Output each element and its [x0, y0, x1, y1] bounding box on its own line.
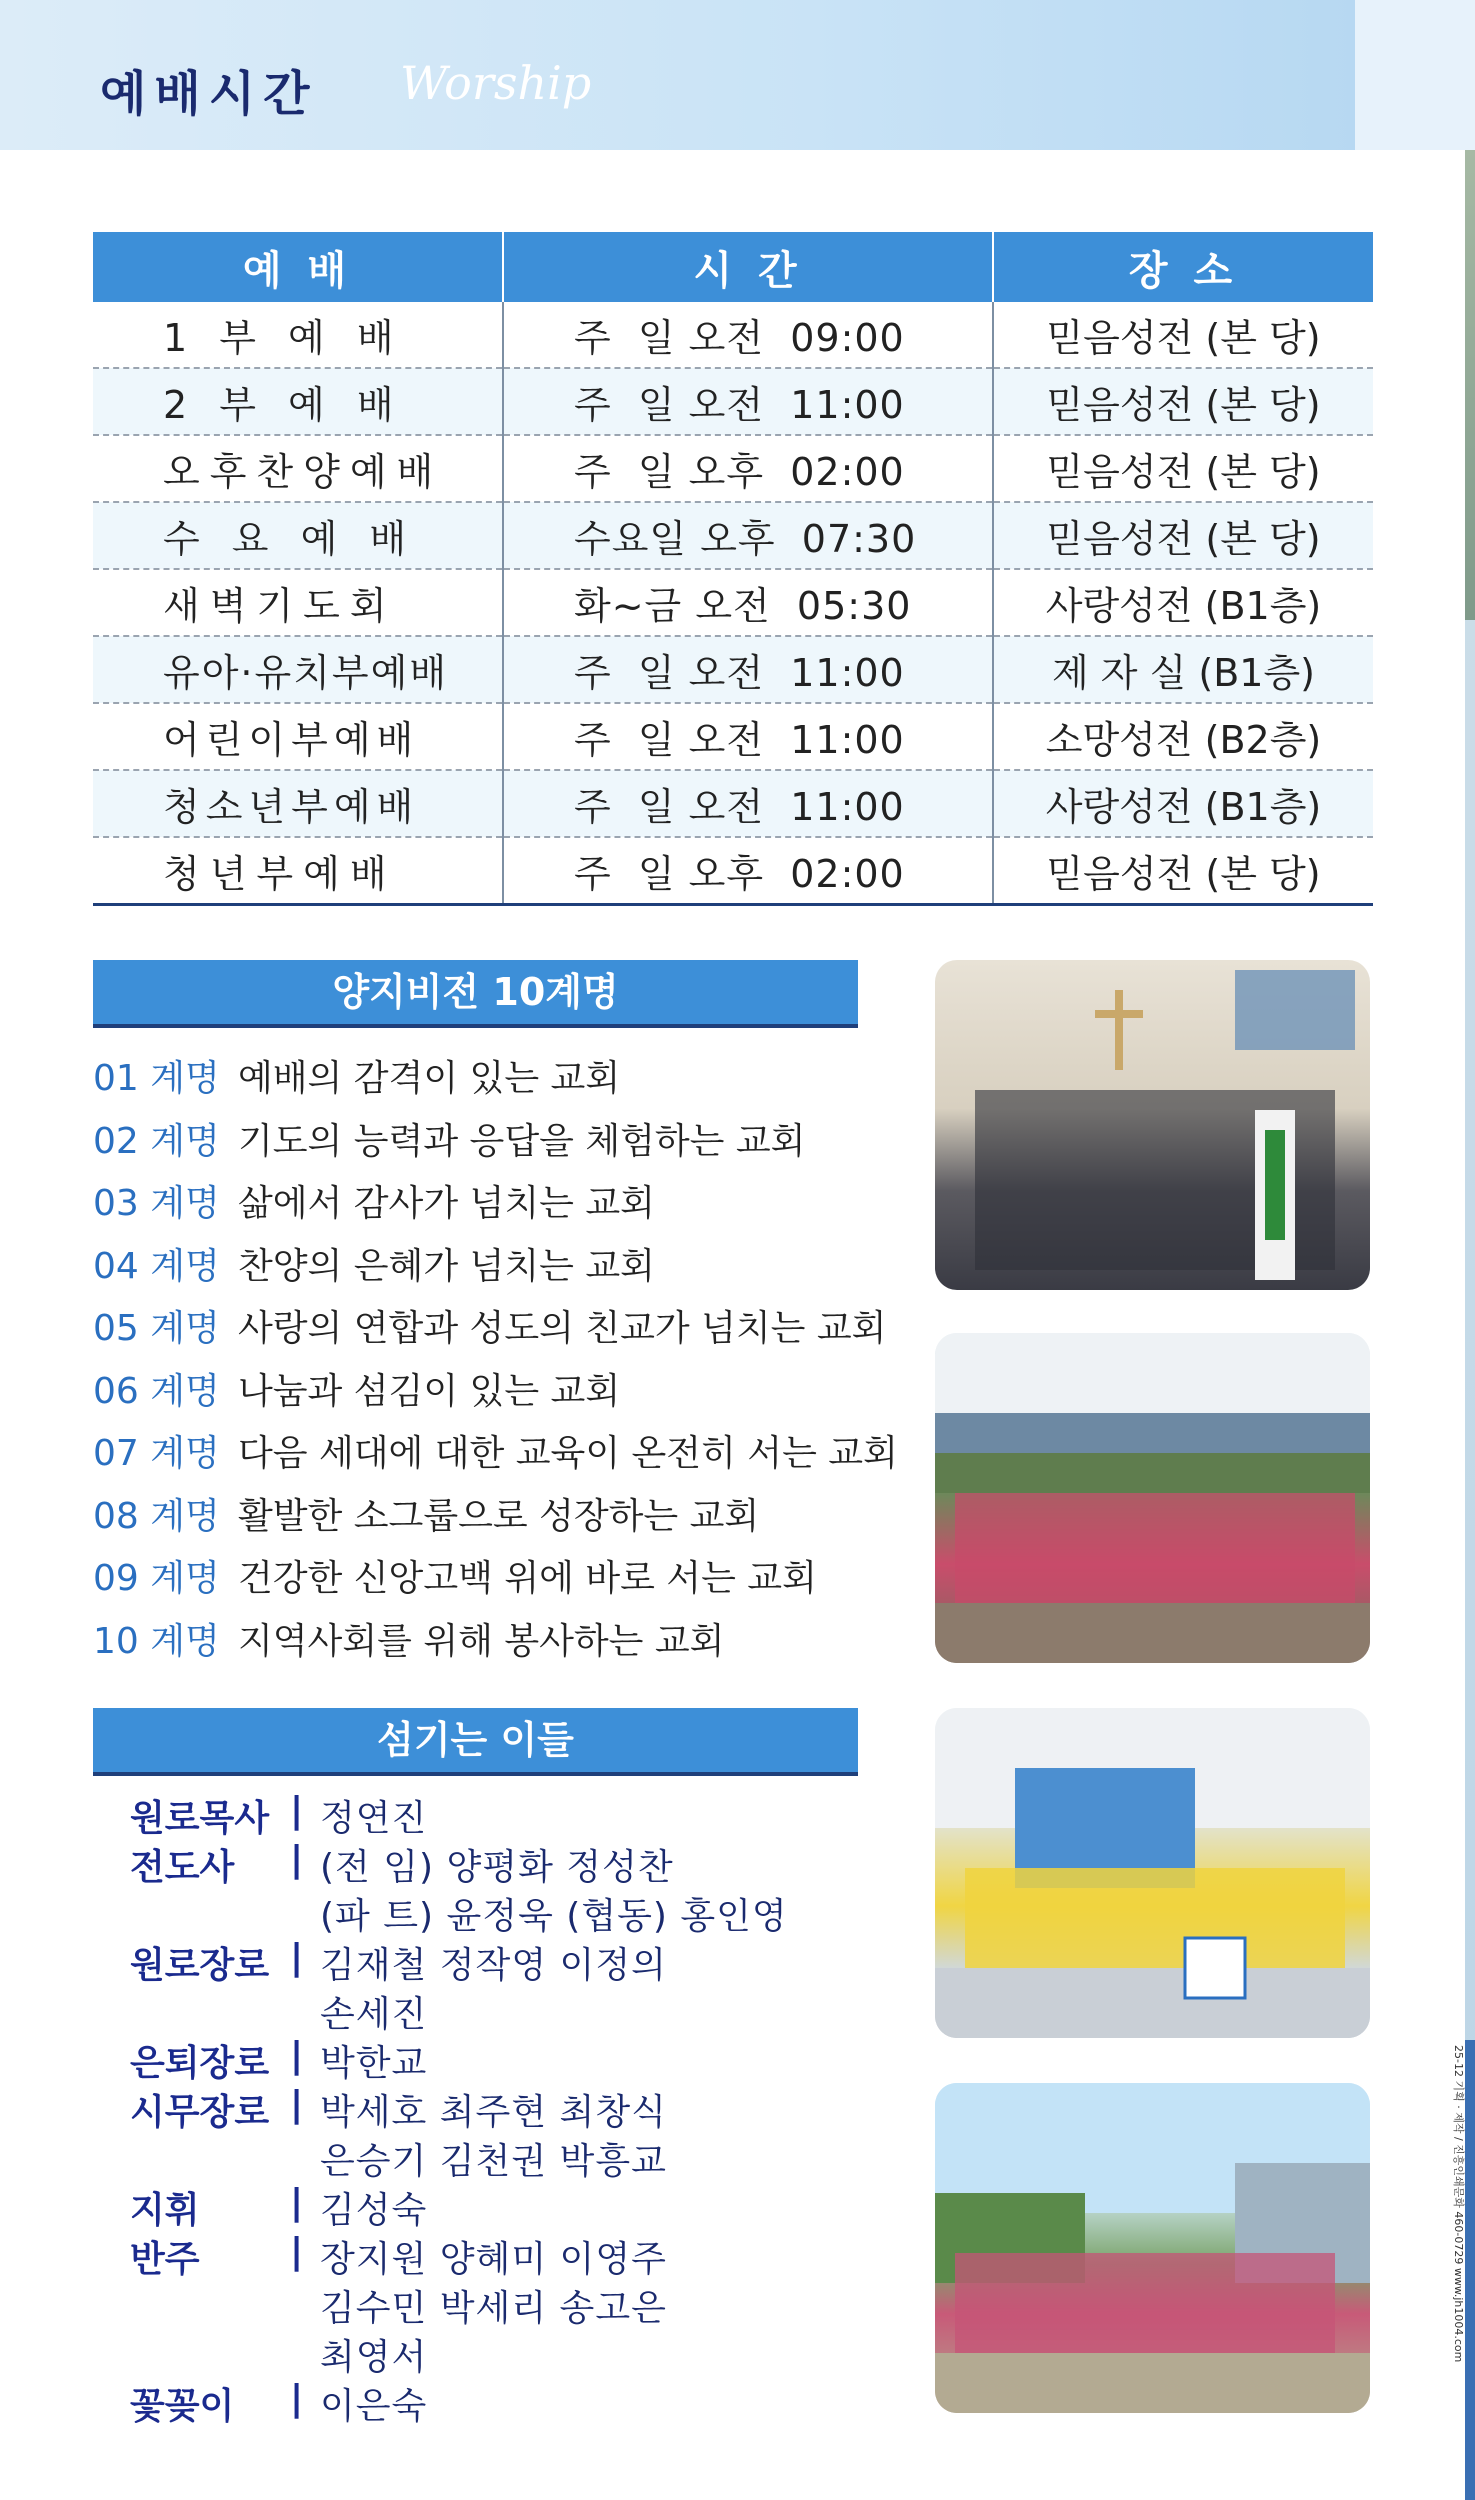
- table-row: [93, 302, 1373, 368]
- printer-credit: [1452, 2045, 1469, 2395]
- list-item: [93, 1488, 893, 1551]
- commandment-number: 03 계명: [93, 1183, 220, 1224]
- column-header-place: 장 소: [993, 232, 1373, 302]
- staff-row: [130, 2378, 890, 2427]
- section-underline: [93, 1772, 858, 1776]
- page-title: 예배시간: [100, 66, 318, 122]
- photo-church-leaders-illustration: [935, 960, 1370, 1290]
- staff-role: 전도사: [130, 1847, 235, 1888]
- staff-names: 은승기 김천권 박흥교: [320, 2141, 667, 2182]
- staff-names: 장지원 양혜미 이영주: [320, 2239, 667, 2280]
- list-item: [93, 1113, 893, 1176]
- separator-bar: |: [290, 1839, 304, 1880]
- list-item: [93, 1425, 898, 1488]
- service-time: 주 일 오전 11:00: [503, 770, 993, 837]
- photo-children-event-illustration: [935, 1708, 1370, 2038]
- page-title-english: Worship: [400, 56, 592, 110]
- vision-section-title: [93, 960, 858, 1024]
- service-name: 청소년부예배: [93, 770, 503, 837]
- staff-role: 원로장로: [130, 1945, 270, 1986]
- column-header-time: 시 간: [503, 232, 993, 302]
- commandment-text: 예배의 감격이 있는 교회: [238, 1058, 621, 1099]
- table-row: [93, 435, 1373, 502]
- service-time: 주 일 오전 11:00: [503, 368, 993, 435]
- staff-row: [130, 2280, 890, 2329]
- staff-names: 박세호 최주현 최창식: [320, 2092, 667, 2133]
- staff-row: [130, 1790, 890, 1839]
- staff-role: 지휘: [130, 2190, 200, 2231]
- printer-credit-text: 25-12 기획 · 제작 / 진흥인쇄문화 460-0729 www.jh1004.com: [1452, 2045, 1465, 2363]
- photo-church-leaders: [935, 960, 1370, 1290]
- separator-bar: |: [290, 2182, 304, 2223]
- service-time: 주 일 오전 11:00: [503, 703, 993, 770]
- photo-spring-trip: [935, 2083, 1370, 2413]
- staff-names: (파 트) 윤정욱 (협동) 홍인영: [320, 1896, 788, 1937]
- staff-role: 원로목사: [130, 1798, 270, 1839]
- header-decor: [1355, 0, 1475, 150]
- commandment-text: 지역사회를 위해 봉사하는 교회: [238, 1620, 725, 1662]
- commandment-number: 07 계명: [93, 1433, 220, 1474]
- separator-bar: |: [290, 1790, 304, 1831]
- service-place: 사랑성전 (B1층): [993, 569, 1373, 636]
- staff-row: [130, 2035, 890, 2084]
- service-time: 주 일 오후 02:00: [503, 837, 993, 905]
- page-edge-photo: [1465, 150, 1475, 620]
- service-name: 1 부 예 배: [93, 302, 503, 368]
- table-row: [93, 636, 1373, 703]
- service-name: 새벽기도회: [93, 569, 503, 636]
- staff-names: 박한교: [320, 2043, 428, 2084]
- list-item: [93, 1550, 893, 1613]
- staff-list: [130, 1790, 890, 2427]
- service-time: 주 일 오전 09:00: [503, 302, 993, 368]
- commandment-number: 06 계명: [93, 1370, 220, 1412]
- staff-role: 반주: [130, 2239, 200, 2280]
- commandment-number: 08 계명: [93, 1495, 220, 1537]
- commandment-number: 02 계명: [93, 1120, 220, 1162]
- service-place: 소망성전 (B2층): [993, 703, 1373, 770]
- service-place: 믿음성전 (본 당): [993, 368, 1373, 435]
- separator-bar: |: [290, 2035, 304, 2076]
- service-time: 화~금 오전 05:30: [503, 569, 993, 636]
- vision-list: [93, 1050, 898, 1675]
- staff-names: 손세진: [320, 1994, 428, 2035]
- service-name: 유아·유치부예배: [93, 636, 503, 703]
- service-name: 청년부예배: [93, 837, 503, 905]
- staff-row: [130, 2329, 890, 2378]
- staff-section-title: [93, 1708, 858, 1772]
- photo-group-outing-illustration: [935, 1333, 1370, 1663]
- staff-names: (전 임) 양평화 정성찬: [320, 1847, 674, 1888]
- staff-row: [130, 1986, 890, 2035]
- service-place: 제 자 실 (B1층): [993, 636, 1373, 703]
- column-header-service: 예 배: [93, 232, 503, 302]
- vision-title-text: 양지비전 10계명: [332, 970, 619, 1014]
- staff-row: [130, 1937, 890, 1986]
- service-time: 수요일 오후 07:30: [503, 502, 993, 569]
- service-place: 믿음성전 (본 당): [993, 502, 1373, 569]
- commandment-text: 다음 세대에 대한 교육이 온전히 서는 교회: [238, 1433, 898, 1474]
- list-item: [93, 1238, 893, 1301]
- commandment-text: 사랑의 연합과 성도의 친교가 넘치는 교회: [238, 1308, 887, 1349]
- service-name: 어린이부예배: [93, 703, 503, 770]
- commandment-number: 09 계명: [93, 1558, 220, 1599]
- commandment-text: 나눔과 섬김이 있는 교회: [238, 1370, 621, 1412]
- table-row: [93, 368, 1373, 435]
- list-item: [93, 1175, 893, 1238]
- service-place: 사랑성전 (B1층): [993, 770, 1373, 837]
- service-time: 주 일 오전 11:00: [503, 636, 993, 703]
- worship-schedule-table: [93, 232, 1373, 906]
- separator-bar: |: [290, 1937, 304, 1978]
- separator-bar: |: [290, 2084, 304, 2125]
- staff-names: 김수민 박세리 송고은: [320, 2288, 667, 2329]
- commandment-number: 05 계명: [93, 1308, 220, 1349]
- staff-title-text: 섬기는 이들: [377, 1718, 574, 1762]
- list-item: [93, 1613, 893, 1676]
- staff-row: [130, 1839, 890, 1888]
- service-name: 수 요 예 배: [93, 502, 503, 569]
- photo-spring-trip-illustration: [935, 2083, 1370, 2413]
- staff-row: [130, 2231, 890, 2280]
- commandment-number: 10 계명: [93, 1620, 220, 1662]
- table-row: [93, 502, 1373, 569]
- staff-row: [130, 1888, 890, 1937]
- table-row: [93, 569, 1373, 636]
- list-item: [93, 1300, 893, 1363]
- commandment-text: 기도의 능력과 응답을 체험하는 교회: [238, 1120, 806, 1162]
- separator-bar: |: [290, 2378, 304, 2419]
- separator-bar: |: [290, 2231, 304, 2272]
- service-place: 믿음성전 (본 당): [993, 435, 1373, 502]
- staff-names: 최영서: [320, 2337, 428, 2378]
- staff-role: 은퇴장로: [130, 2043, 270, 2084]
- staff-role: 시무장로: [130, 2092, 270, 2133]
- staff-names: 김재철 정작영 이정의: [320, 1945, 667, 1986]
- section-underline: [93, 1024, 858, 1028]
- table-row: [93, 837, 1373, 905]
- commandment-number: 04 계명: [93, 1245, 220, 1287]
- commandment-text: 삶에서 감사가 넘치는 교회: [238, 1183, 655, 1224]
- table-header-row: [93, 232, 1373, 302]
- list-item: [93, 1363, 893, 1426]
- staff-row: [130, 2084, 890, 2133]
- commandment-number: 01 계명: [93, 1058, 220, 1099]
- staff-names: 정연진: [320, 1798, 428, 1839]
- list-item: [93, 1050, 893, 1113]
- photo-group-outing: [935, 1333, 1370, 1663]
- staff-names: 이은숙: [320, 2386, 428, 2427]
- service-name: 오후찬양예배: [93, 435, 503, 502]
- commandment-text: 건강한 신앙고백 위에 바로 서는 교회: [238, 1558, 817, 1599]
- staff-role: 꽃꽂이: [130, 2386, 235, 2427]
- table-row: [93, 703, 1373, 770]
- staff-row: [130, 2133, 890, 2182]
- commandment-text: 활발한 소그룹으로 성장하는 교회: [238, 1495, 760, 1537]
- service-time: 주 일 오후 02:00: [503, 435, 993, 502]
- service-place: 믿음성전 (본 당): [993, 837, 1373, 905]
- service-name: 2 부 예 배: [93, 368, 503, 435]
- photo-children-event: [935, 1708, 1370, 2038]
- service-place: 믿음성전 (본 당): [993, 302, 1373, 368]
- staff-row: [130, 2182, 890, 2231]
- staff-names: 김성숙: [320, 2190, 428, 2231]
- commandment-text: 찬양의 은혜가 넘치는 교회: [238, 1245, 655, 1287]
- table-row: [93, 770, 1373, 837]
